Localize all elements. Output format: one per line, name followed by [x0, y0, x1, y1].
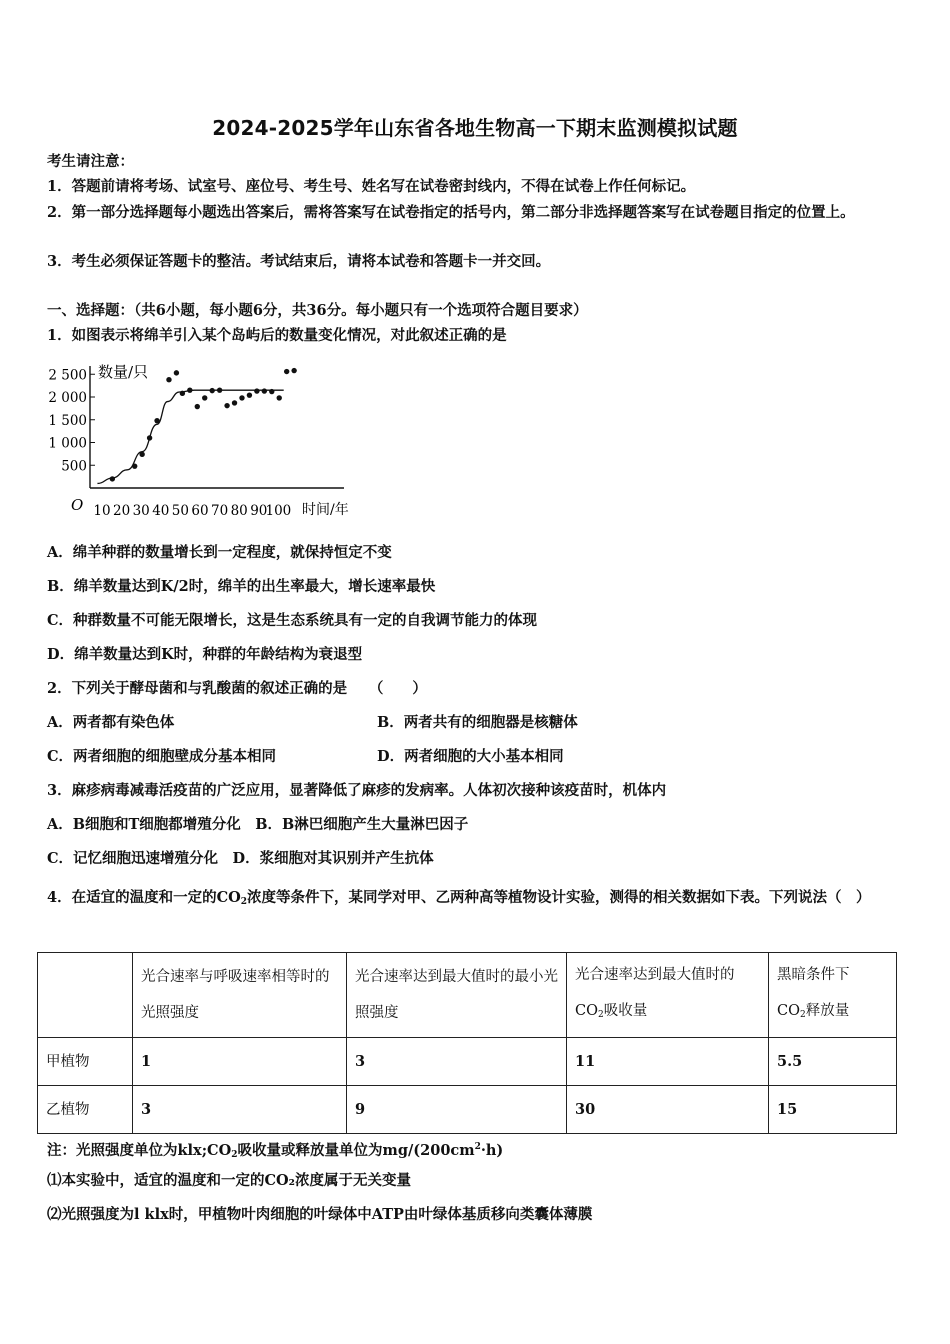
notice-item-3: 3．考生必须保证答题卡的整洁。考试结束后，请将本试卷和答题卡一并交回。	[47, 253, 551, 270]
origin-label: O	[71, 496, 84, 514]
data-point	[110, 476, 115, 481]
q2-stem: 2．下列关于酵母菌和与乳酸菌的叙述正确的是 （ ）	[47, 680, 427, 697]
data-point	[166, 377, 171, 382]
q2-option-b: B．两者共有的细胞器是核糖体	[377, 714, 578, 731]
data-point	[174, 370, 179, 375]
header-cell-3: 光合速率达到最大值时的 $CO_2$吸收量	[567, 953, 769, 1038]
data-point	[239, 395, 244, 400]
x-tick-label: 70	[211, 503, 229, 519]
x-tick-label: 40	[152, 503, 170, 519]
table-cell: 30	[567, 1086, 769, 1134]
header-cell-2: 光合速率达到最大值时的最小光照强度	[347, 953, 567, 1038]
q4-statement-1: ⑴本实验中，适宜的温度和一定的CO₂浓度属于无关变量	[47, 1172, 412, 1189]
population-chart	[44, 356, 364, 526]
y-tick-label: 1 000	[48, 435, 87, 452]
data-point	[195, 404, 200, 409]
data-point	[269, 389, 274, 394]
data-point	[209, 388, 214, 393]
y-tick-label: 500	[61, 458, 87, 475]
logistic-curve	[97, 390, 283, 483]
data-point	[262, 388, 267, 393]
q2-option-c: C．两者细胞的细胞壁成分基本相同	[47, 748, 277, 765]
x-axis-label: 时间/年	[302, 502, 349, 518]
y-axis-label: 数量/只	[98, 363, 149, 381]
q4-statement-2: ⑵光照强度为l klx时，甲植物叶肉细胞的叶绿体中ATP由叶绿体基质移向类囊体薄膜	[47, 1206, 593, 1223]
notice-item-2: 2．第一部分选择题每小题选出答案后，需将答案写在试卷指定的括号内，第二部分非选择题答案写在试卷题目指定的位置上。	[47, 204, 855, 221]
data-point	[254, 388, 259, 393]
data-point	[187, 387, 192, 392]
q2-option-a: A．两者都有染色体	[47, 714, 175, 731]
table-cell: 15	[769, 1086, 897, 1134]
x-tick-label: 60	[191, 503, 209, 519]
section-heading: 一、选择题：（共6小题，每小题6分，共36分。每小题只有一个选项符合题目要求）	[47, 302, 588, 319]
data-point	[147, 435, 152, 440]
y-tick-label: 1 500	[48, 412, 87, 429]
x-tick-label: 50	[171, 503, 189, 519]
header-cell-1: 光合速率与呼吸速率相等时的光照强度	[133, 953, 347, 1038]
data-point	[284, 369, 289, 374]
table-cell: 5.5	[769, 1038, 897, 1086]
data-point	[217, 387, 222, 392]
table-cell: 3	[133, 1086, 347, 1134]
table-note: 注：光照强度单位为$klx;CO_2$吸收量或释放量单位为$mg/(200cm^2\cdot h)$	[47, 1141, 504, 1160]
data-point	[132, 463, 137, 468]
data-point	[154, 418, 159, 423]
x-tick-label: 10	[93, 503, 111, 519]
y-tick-label: 2 000	[48, 390, 87, 406]
q3-options-cd: C．记忆细胞迅速增殖分化 D．浆细胞对其识别并产生抗体	[47, 850, 434, 867]
table-cell: 9	[347, 1086, 567, 1134]
data-point	[232, 400, 237, 405]
x-tick-label: 20	[113, 503, 131, 519]
q4-stem: 4．在适宜的温度和一定的$CO_2$浓度等条件下，某同学对甲、乙两种高等植物设计实验，测得的相关数据如下表。下列说法（ ）	[47, 889, 871, 907]
data-point	[202, 395, 207, 400]
data-point	[180, 391, 185, 396]
x-tick-label: 30	[132, 503, 150, 519]
x-tick-label: 90	[250, 503, 268, 519]
table-row	[38, 1038, 897, 1086]
table-cell: 11	[567, 1038, 769, 1086]
table-cell: 3	[347, 1038, 567, 1086]
q4-data-table	[37, 952, 897, 1134]
table-header-row	[38, 953, 897, 1038]
q2-option-d: D．两者细胞的大小基本相同	[377, 748, 564, 765]
row-label: 甲植物	[38, 1038, 133, 1086]
table-row	[38, 1086, 897, 1134]
data-point	[247, 392, 252, 397]
header-cell-4: 黑暗条件下 $CO_2$释放量	[769, 953, 897, 1038]
table-cell: 1	[133, 1038, 347, 1086]
y-tick-label: 2 500	[48, 367, 87, 384]
q1-option-a: A．绵羊种群的数量增长到一定程度，就保持恒定不变	[47, 544, 392, 561]
q1-option-b: B．绵羊数量达到K/2时，绵羊的出生率最大，增长速率最快	[47, 578, 436, 595]
x-tick-label: 100	[265, 503, 292, 519]
data-point	[224, 403, 229, 408]
row-label: 乙植物	[38, 1086, 133, 1134]
q1-stem: 1．如图表示将绵羊引入某个岛屿后的数量变化情况，对此叙述正确的是	[47, 327, 507, 344]
q3-options-ab: A．B细胞和T细胞都增殖分化 B．B淋巴细胞产生大量淋巴因子	[47, 816, 469, 833]
q1-option-c: C．种群数量不可能无限增长，这是生态系统具有一定的自我调节能力的体现	[47, 612, 538, 629]
table-corner-cell	[38, 953, 133, 1038]
x-tick-label: 80	[230, 503, 248, 519]
page-title: 2024-2025学年山东省各地生物高一下期末监测模拟试题	[212, 116, 738, 140]
q3-stem: 3．麻疹病毒减毒活疫苗的广泛应用，显著降低了麻疹的发病率。人体初次接种该疫苗时，机体内	[47, 782, 667, 799]
data-point	[139, 452, 144, 457]
notice-heading: 考生请注意：	[47, 153, 134, 170]
notice-item-1: 1．答题前请将考场、试室号、座位号、考生号、姓名写在试卷密封线内，不得在试卷上作任何标记。	[47, 178, 696, 195]
q1-option-d: D．绵羊数量达到K时，种群的年龄结构为衰退型	[47, 646, 363, 663]
data-point	[291, 368, 296, 373]
data-point	[277, 395, 282, 400]
